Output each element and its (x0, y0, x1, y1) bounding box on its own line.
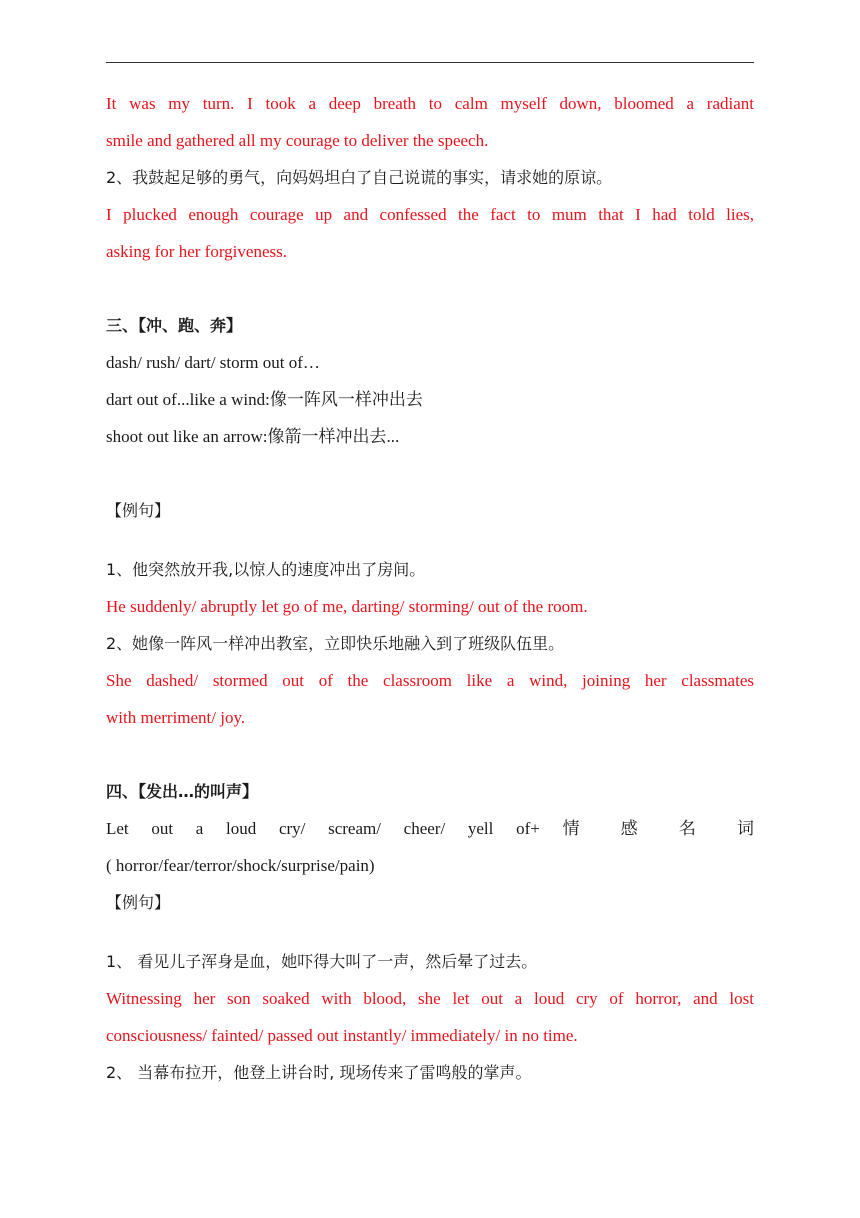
document-body (106, 85, 754, 1091)
example-en-line: She dashed/ stormed out of the classroom like a wind, joining her classmates (106, 671, 754, 690)
phrase-line: dart out of...like a wind:像一阵风一样冲出去 (106, 390, 423, 409)
section-heading: 三、【冲、跑、奔】 (106, 316, 243, 335)
section-heading: 四、【发出…的叫声】 (106, 782, 259, 801)
example-en-line: asking for her forgiveness. (106, 242, 287, 261)
example-en-line: It was my turn. I took a deep breath to calm myself down, bloomed a radiant (106, 94, 754, 113)
example-en-line: I plucked enough courage up and confessed the fact to mum that I had told lies, (106, 205, 754, 224)
phrase-line: dash/ rush/ dart/ storm out of… (106, 353, 320, 372)
example-cn-line: 1、他突然放开我,以惊人的速度冲出了房间。 (106, 560, 426, 579)
example-label: 【例句】 (106, 893, 171, 912)
phrase-line: Let out a loud cry/ scream/ cheer/ yell of+ 情 感 名 词 (106, 819, 754, 838)
example-en-line: smile and gathered all my courage to deliver the speech. (106, 131, 489, 150)
example-cn-line: 1、 看见儿子浑身是血，她吓得大叫了一声，然后晕了过去。 (106, 952, 538, 971)
example-en-line: consciousness/ fainted/ passed out instantly/ immediately/ in no time. (106, 1026, 578, 1045)
header-rule (106, 62, 754, 63)
example-cn-line: 2、她像一阵风一样冲出教室，立即快乐地融入到了班级队伍里。 (106, 634, 565, 653)
example-cn-line: 2、我鼓起足够的勇气，向妈妈坦白了自己说谎的事实，请求她的原谅。 (106, 168, 613, 187)
phrase-line: ( horror/fear/terror/shock/surprise/pain) (106, 856, 375, 875)
example-cn-line: 2、 当幕布拉开，他登上讲台时, 现场传来了雷鸣般的掌声。 (106, 1063, 532, 1082)
example-en-line: with merriment/ joy. (106, 708, 246, 727)
example-en-line: Witnessing her son soaked with blood, she let out a loud cry of horror, and lost (106, 989, 754, 1008)
example-label: 【例句】 (106, 501, 171, 520)
phrase-line: shoot out like an arrow:像箭一样冲出去... (106, 427, 400, 446)
example-en-line: He suddenly/ abruptly let go of me, darting/ storming/ out of the room. (106, 597, 588, 616)
